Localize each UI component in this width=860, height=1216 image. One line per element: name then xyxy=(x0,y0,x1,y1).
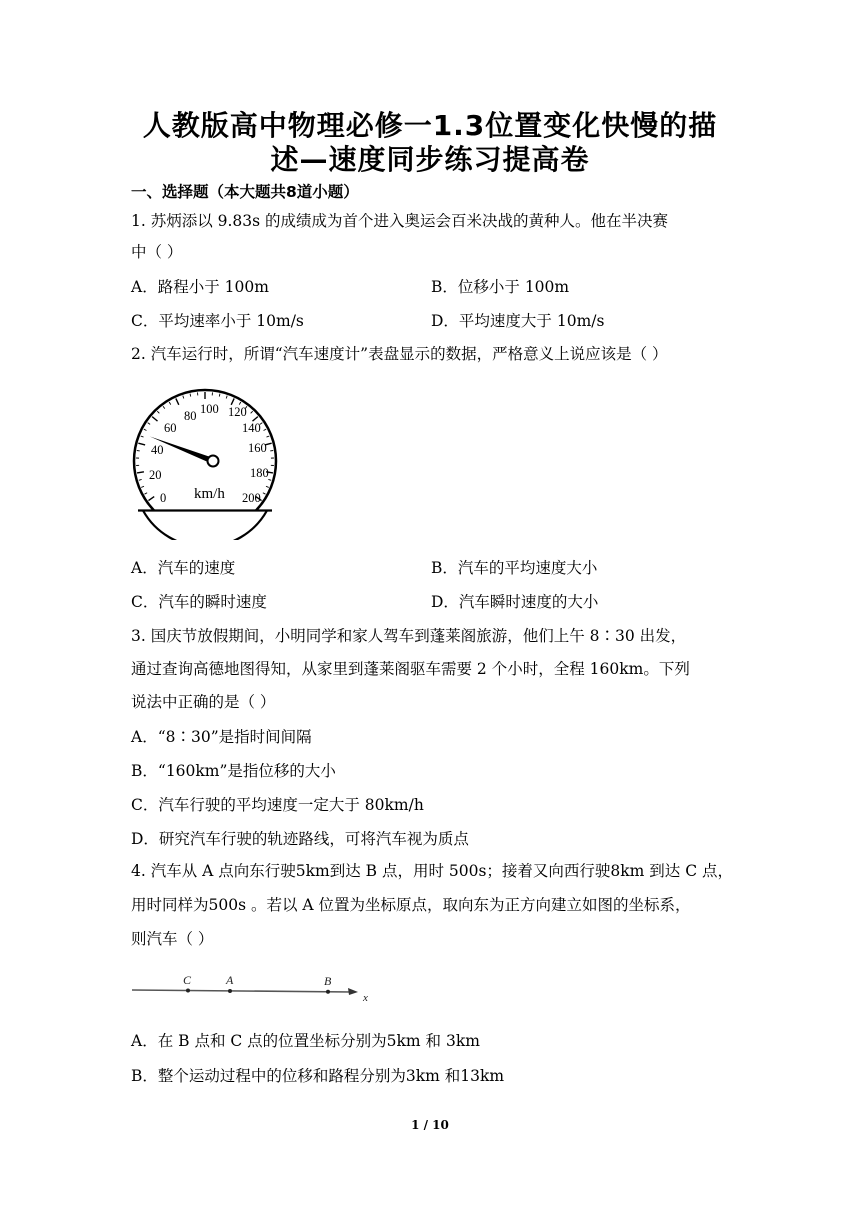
question-4-line-2: 用时同样为500s 。若以 A 位置为坐标原点，取向东为正方向建立如图的坐标系， xyxy=(131,896,691,914)
gauge-tick xyxy=(190,394,191,397)
gauge-tick xyxy=(176,398,179,404)
question-1-option-a: A．路程小于 100m xyxy=(131,278,269,296)
question-4-line-3: 则汽车（ ） xyxy=(131,930,214,948)
gauge-tick xyxy=(145,493,148,494)
gauge-tick xyxy=(263,493,266,494)
gauge-tick xyxy=(219,394,220,397)
point-c-label: C xyxy=(183,973,192,987)
gauge-tick xyxy=(144,429,147,430)
question-3-option-d: D．研究汽车行驶的轨迹路线，可将汽车视为质点 xyxy=(131,830,469,848)
gauge-label-180: 180 xyxy=(250,466,269,480)
gauge-tick xyxy=(226,396,227,399)
gauge-tick xyxy=(138,443,145,445)
question-3-option-b: B．“160km”是指位移的大小 xyxy=(131,762,336,780)
gauge-label-100: 100 xyxy=(200,402,219,416)
gauge-tick xyxy=(251,411,253,413)
page-number: 1 / 10 xyxy=(411,1118,449,1132)
gauge-tick xyxy=(139,479,142,480)
gauge-tick xyxy=(231,398,234,404)
gauge-tick xyxy=(266,486,269,487)
gauge-hub xyxy=(208,456,219,467)
document-title-line-2: 述—速度同步练习提高卷 xyxy=(270,143,590,176)
gauge-tick xyxy=(264,429,267,430)
gauge-label-140: 140 xyxy=(242,421,261,435)
question-1-line-2: 中（ ） xyxy=(131,243,183,261)
x-axis-arrowhead xyxy=(348,988,358,995)
question-2-option-b: B．汽车的平均速度大小 xyxy=(431,559,598,577)
question-3-line-2: 通过查询高德地图得知，从家里到蓬莱阁驱车需要 2 个小时，全程 160km。下列 xyxy=(131,660,690,678)
gauge-tick xyxy=(137,472,144,473)
question-4-option-a: A．在 B 点和 C 点的位置坐标分别为5km 和 3km xyxy=(131,1032,480,1050)
gauge-tick xyxy=(163,406,165,408)
question-3-line-1: 3. 国庆节放假期间，小明同学和家人驾车到蓬莱阁旅游，他们上午 8∶30 出发， xyxy=(131,627,687,645)
gauge-tick xyxy=(183,396,184,399)
gauge-tick xyxy=(148,497,154,501)
gauge-label-80: 80 xyxy=(184,409,197,423)
gauge-label-40: 40 xyxy=(151,443,164,457)
gauge-label-160: 160 xyxy=(248,441,267,455)
section-heading: 一、选择题（本大题共8道小题） xyxy=(131,183,359,201)
point-c-dot xyxy=(186,989,190,993)
point-a-dot xyxy=(228,989,232,993)
question-1-option-d: D．平均速度大于 10m/s xyxy=(431,312,605,330)
gauge-label-60: 60 xyxy=(164,421,177,435)
speedometer-figure xyxy=(130,380,280,540)
question-1-option-c: C．平均速率小于 10m/s xyxy=(131,312,304,330)
document-title-line-1: 人教版高中物理必修一1.3位置变化快慢的描 xyxy=(142,109,718,142)
question-1-line-1: 1. 苏炳添以 9.83s 的成绩成为首个进入奥运会百米决战的黄种人。他在半决赛 xyxy=(131,212,669,230)
question-4-option-b: B．整个运动过程中的位移和路程分别为3km 和13km xyxy=(131,1067,505,1085)
question-3-option-a: A．“8∶30”是指时间间隔 xyxy=(131,728,312,746)
gauge-tick xyxy=(157,411,159,413)
question-2-option-c: C．汽车的瞬时速度 xyxy=(131,593,267,611)
question-2-option-d: D．汽车瞬时速度的大小 xyxy=(431,593,599,611)
question-1-option-b: B．位移小于 100m xyxy=(431,278,570,296)
gauge-unit-label: km/h xyxy=(194,486,225,502)
gauge-label-20: 20 xyxy=(149,468,162,482)
x-axis-line xyxy=(132,990,352,992)
point-b-dot xyxy=(326,990,330,994)
gauge-tick xyxy=(152,417,157,422)
gauge-tick xyxy=(268,479,271,480)
gauge-bottom-arc xyxy=(143,511,267,541)
coordinate-axis-figure xyxy=(130,968,380,1008)
gauge-label-200: 200 xyxy=(242,491,261,505)
gauge-tick xyxy=(141,486,144,487)
gauge-tick xyxy=(141,436,144,437)
point-b-label: B xyxy=(324,974,332,988)
question-2-option-a: A．汽车的速度 xyxy=(131,559,236,577)
gauge-label-120: 120 xyxy=(228,405,247,419)
gauge-tick xyxy=(148,423,150,425)
x-axis-label: x xyxy=(363,992,368,1004)
question-2-line-1: 2. 汽车运行时，所谓“汽车速度计”表盘显示的数据，严格意义上说应该是（ ） xyxy=(131,345,668,363)
question-3-option-c: C．汽车行驶的平均速度一定大于 80km/h xyxy=(131,796,424,814)
gauge-tick xyxy=(169,402,171,405)
point-a-label: A xyxy=(226,973,234,987)
gauge-label-0: 0 xyxy=(160,491,167,505)
question-3-line-3: 说法中正确的是（ ） xyxy=(131,693,276,711)
gauge-tick xyxy=(267,436,270,437)
question-4-line-1: 4. 汽车从 A 点向东行驶5km到达 B 点，用时 500s；接着又向西行驶8km 到达 C 点， xyxy=(131,862,734,880)
